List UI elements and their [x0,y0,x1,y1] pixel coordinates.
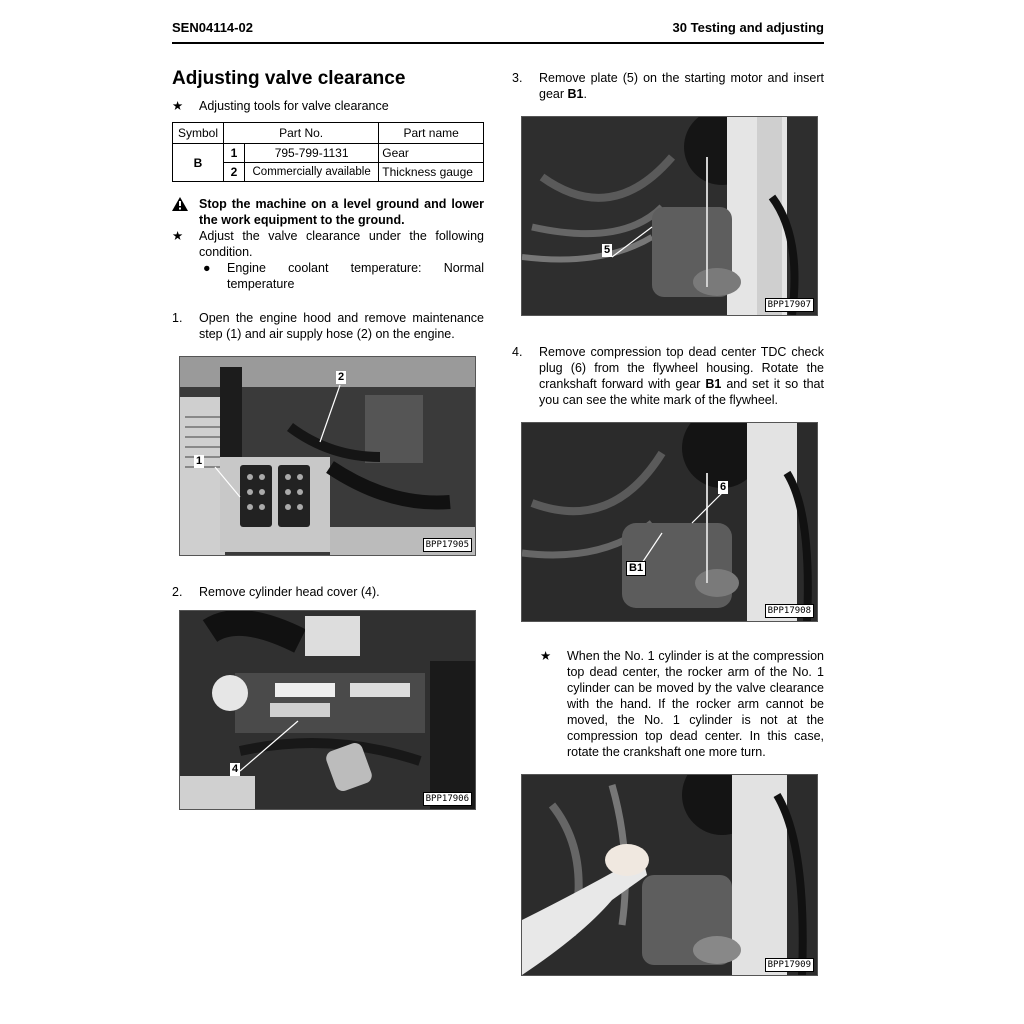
row-num: 2 [224,163,245,182]
page-header [172,18,824,44]
warning-body: Stop the machine on a level ground and lower the work equipment to the ground. [199,197,484,227]
callout-4: 4 [232,763,239,775]
symbol-cell: B [173,144,224,182]
step-text: Remove compression top dead center TDC check plug (6) from the flywheel housing. Rotate the crankshaft forward with gear [539,345,824,391]
star-icon: ★ [172,99,184,113]
bullet-text: Engine coolant temperature: Normal temperature [227,261,484,291]
engine-hood-image [180,357,475,555]
part-no-cell: Commercially available [245,163,379,182]
row-num: 1 [224,144,245,163]
note [512,648,824,760]
header-part-name: Part name [379,123,484,144]
step-number: 4. [512,345,523,359]
step-text: Open the engine hood and remove maintenance step (1) and air supply hose (2) on the engine. [199,311,484,341]
step-text: Remove plate (5) on the starting motor and insert gear [539,71,824,101]
photo-engine-hood [179,356,476,556]
header-symbol: Symbol [173,123,224,144]
step-number: 3. [512,71,523,85]
page-title: Adjusting valve clearance [172,68,406,89]
step-4 [512,344,824,408]
tools-intro [172,98,484,114]
step-1 [172,310,484,342]
figure-code: BPP17908 [765,604,814,618]
section-title: 30 Testing and adjusting [672,20,824,35]
part-name-cell: Gear [379,144,484,163]
table-row [173,144,484,163]
photo-rocker-arm [521,774,818,976]
step-text: Remove cylinder head cover (4). [199,585,380,599]
step-end: . [583,87,587,101]
photo-cylinder-head [179,610,476,810]
document-id: SEN04114-02 [172,20,253,35]
flywheel-housing-image [522,423,817,621]
step-2 [172,584,484,600]
tool-ref: B1 [705,377,722,391]
star-icon: ★ [540,649,552,663]
starting-motor-image [522,117,817,315]
callout-1: 1 [196,455,203,467]
warning-text [172,196,484,228]
callout-b1: B1 [626,561,646,576]
bullet-item [172,260,484,292]
step-text-cont: and set it so that you can see the white mark of the flywheel. [539,377,824,407]
figure-code: BPP17907 [765,298,814,312]
photo-flywheel-housing [521,422,818,622]
rocker-arm-image [522,775,817,975]
figure-code: BPP17905 [423,538,472,552]
bullet-icon: ● [203,261,211,275]
callout-2: 2 [338,371,345,383]
callout-6: 6 [720,481,727,493]
step-number: 2. [172,585,183,599]
adjust-condition-text: Adjust the valve clearance under the following condition. [199,229,484,259]
step-3 [512,70,824,102]
cylinder-head-image [180,611,475,809]
photo-starting-motor [521,116,818,316]
table-header-row [173,123,484,144]
right-column [512,70,824,976]
note-text: When the No. 1 cylinder is at the compression top dead center, the rocker arm of the No. 1 cylinder can be moved by the valve clearance with the hand. If the rocker arm cannot be moved, the No. 1 cylinder is not at the compression top dead center. In this case, rotate the crankshaft one more turn. [567,649,824,759]
callout-5: 5 [604,244,611,256]
star-icon: ★ [172,229,184,243]
left-column [172,66,484,810]
tools-table [172,122,484,182]
adjust-condition [172,228,484,260]
step-number: 1. [172,311,183,325]
header-part-no: Part No. [224,123,379,144]
figure-code: BPP17906 [423,792,472,806]
part-no-cell: 795-799-1131 [245,144,379,163]
figure-code: BPP17909 [765,958,814,972]
tool-ref: B1 [567,87,584,101]
warning-icon [172,197,188,211]
part-name-cell: Thickness gauge [379,163,484,182]
tools-intro-text: Adjusting tools for valve clearance [199,99,389,113]
